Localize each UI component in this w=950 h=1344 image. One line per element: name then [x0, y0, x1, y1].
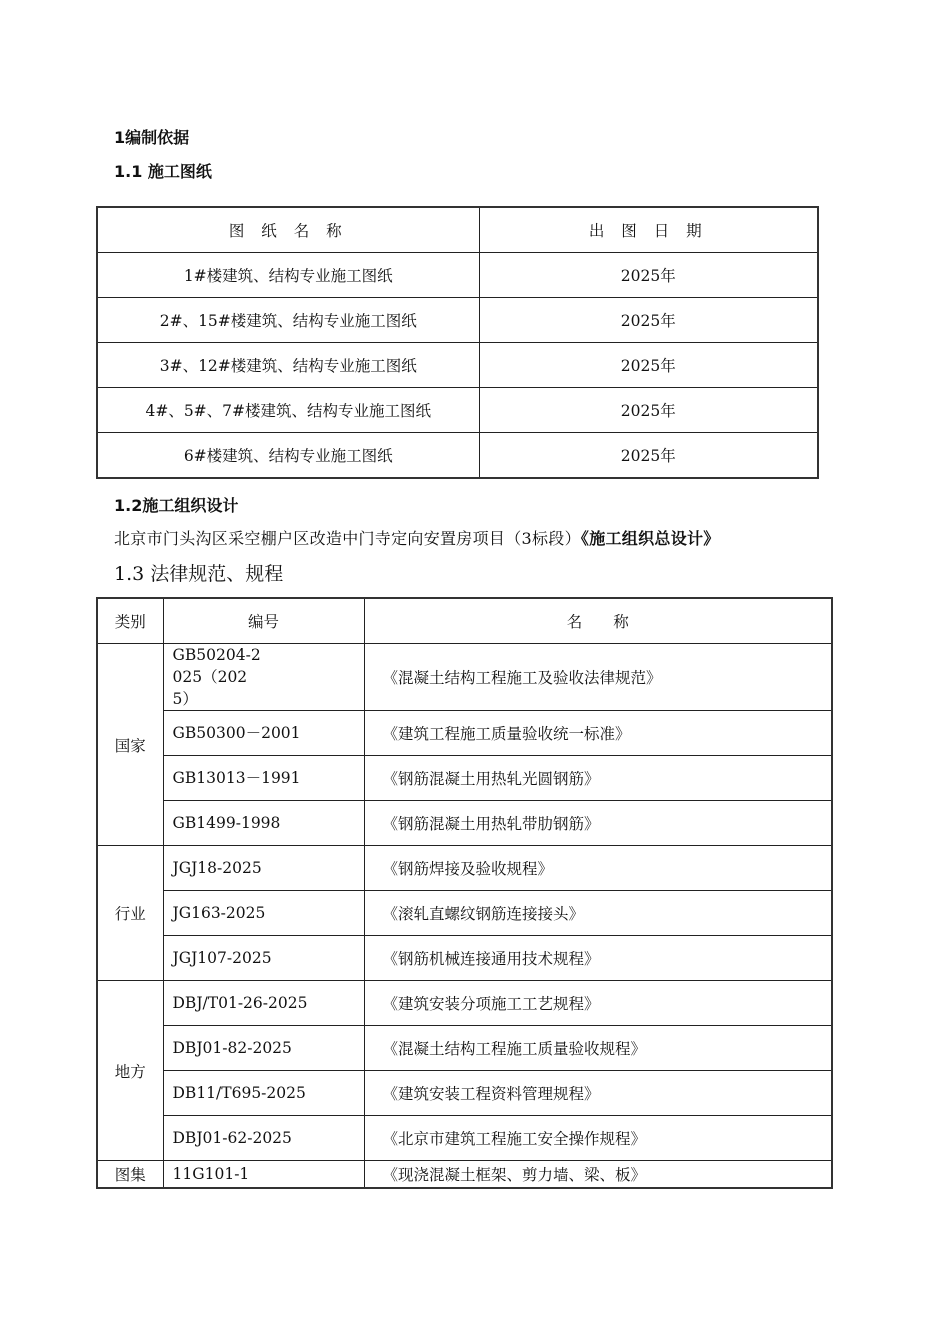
standard-code: JGJ18-2025	[163, 846, 364, 891]
table-row	[97, 644, 832, 711]
section-heading-1-3: 1.3 法律规范、规程	[114, 563, 284, 585]
drawings-table	[96, 206, 819, 479]
table-row	[97, 388, 818, 433]
header-category: 类别	[97, 598, 163, 644]
standard-name: 《滚轧直螺纹钢筋连接接头》	[364, 891, 832, 936]
section-heading-1-1: 1.1 施工图纸	[114, 162, 212, 181]
standard-code: DBJ01-82-2025	[163, 1026, 364, 1071]
table-row	[97, 1116, 832, 1161]
standards-table-header	[97, 598, 832, 644]
paragraph-bold-title: 《施工组织总设计》	[580, 529, 720, 548]
table-row	[97, 891, 832, 936]
table-row	[97, 756, 832, 801]
standards-table	[96, 597, 833, 1189]
table-row	[97, 801, 832, 846]
standard-name: 《现浇混凝土框架、剪力墙、梁、板》	[364, 1161, 832, 1189]
standard-code: JG163-2025	[163, 891, 364, 936]
drawing-date: 2025年	[479, 433, 818, 479]
category-cell: 国家	[97, 644, 163, 846]
table-row	[97, 981, 832, 1026]
drawing-date: 2025年	[479, 343, 818, 388]
standard-name: 《建筑安装工程资料管理规程》	[364, 1071, 832, 1116]
table-row	[97, 711, 832, 756]
table-row	[97, 253, 818, 298]
standard-code: DBJ/T01-26-2025	[163, 981, 364, 1026]
category-cell: 图集	[97, 1161, 163, 1189]
table-row	[97, 936, 832, 981]
category-cell: 行业	[97, 846, 163, 981]
drawing-name: 2#、15#楼建筑、结构专业施工图纸	[97, 298, 479, 343]
standard-name: 《建筑安装分项施工工艺规程》	[364, 981, 832, 1026]
header-drawing-name: 图 纸 名 称	[97, 207, 479, 253]
header-name: 名 称	[364, 598, 832, 644]
drawing-date: 2025年	[479, 388, 818, 433]
section-heading-1-2: 1.2施工组织设计	[114, 496, 239, 515]
drawings-table-header	[97, 207, 818, 253]
table-row	[97, 1026, 832, 1071]
paragraph-text: 北京市门头沟区采空棚户区改造中门寺定向安置房项目（3标段）	[114, 529, 581, 548]
table-row	[97, 343, 818, 388]
header-code: 编号	[163, 598, 364, 644]
standard-name: 《混凝土结构工程施工质量验收规程》	[364, 1026, 832, 1071]
section-heading-1: 1编制依据	[114, 128, 190, 147]
table-row	[97, 846, 832, 891]
standard-code: GB1499-1998	[163, 801, 364, 846]
table-row	[97, 1071, 832, 1116]
standard-code	[163, 644, 364, 711]
category-cell: 地方	[97, 981, 163, 1161]
header-drawing-date: 出 图 日 期	[479, 207, 818, 253]
standard-code: 11G101-1	[163, 1161, 364, 1189]
standard-code: GB13013－1991	[163, 756, 364, 801]
standard-name: 《混凝土结构工程施工及验收法律规范》	[364, 644, 832, 711]
table-row	[97, 433, 818, 479]
standard-name: 《钢筋焊接及验收规程》	[364, 846, 832, 891]
drawing-name: 3#、12#楼建筑、结构专业施工图纸	[97, 343, 479, 388]
standard-name: 《钢筋混凝土用热轧带肋钢筋》	[364, 801, 832, 846]
drawing-date: 2025年	[479, 253, 818, 298]
drawing-date: 2025年	[479, 298, 818, 343]
standard-code: DB11/T695-2025	[163, 1071, 364, 1116]
table-row	[97, 1161, 832, 1189]
standard-code: GB50300－2001	[163, 711, 364, 756]
standard-name: 《建筑工程施工质量验收统一标准》	[364, 711, 832, 756]
standard-name: 《钢筋机械连接通用技术规程》	[364, 936, 832, 981]
standard-name: 《钢筋混凝土用热轧光圆钢筋》	[364, 756, 832, 801]
drawing-name: 1#楼建筑、结构专业施工图纸	[97, 253, 479, 298]
standard-name: 《北京市建筑工程施工安全操作规程》	[364, 1116, 832, 1161]
construction-design-paragraph	[114, 529, 720, 549]
standard-code: DBJ01-62-2025	[163, 1116, 364, 1161]
drawing-name: 4#、5#、7#楼建筑、结构专业施工图纸	[97, 388, 479, 433]
table-row	[97, 298, 818, 343]
standard-code: JGJ107-2025	[163, 936, 364, 981]
standard-code-text: GB50204-2025（2025）	[172, 646, 261, 708]
drawing-name: 6#楼建筑、结构专业施工图纸	[97, 433, 479, 479]
